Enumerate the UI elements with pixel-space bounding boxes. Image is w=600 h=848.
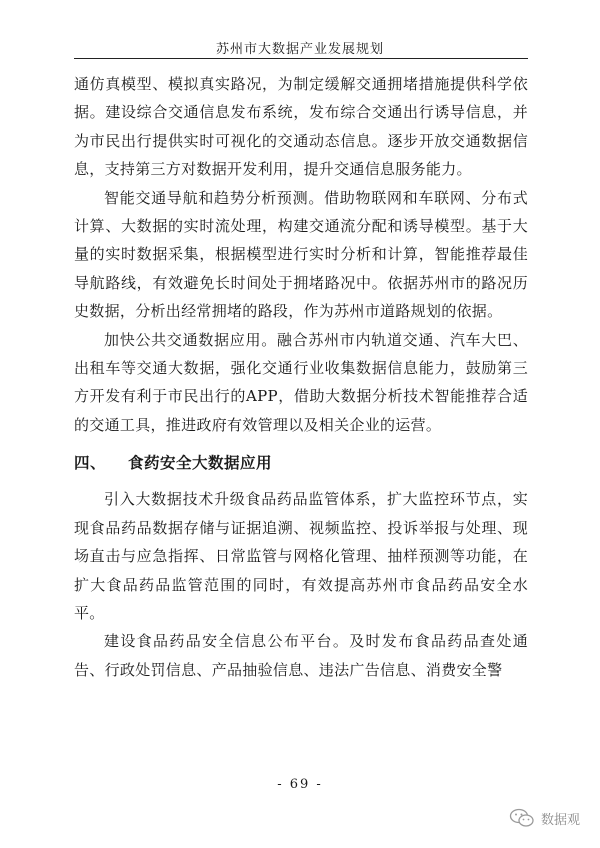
page-number: - 69 - bbox=[277, 777, 323, 792]
paragraph-2: 智能交通导航和趋势分析预测。借助物联网和车联网、分布式计算、大数据的实时流处理，构建交通流分配和诱导模型。基于大量的实时数据采集，根据模型进行实时分析和计算，智能推荐最佳导航路线，有效避免长时间处于拥堵路况中。依据苏州市的路况历史数据，分析出经常拥堵的路段，作为苏州市道路规划的依据。 bbox=[74, 188, 528, 321]
watermark bbox=[509, 808, 580, 828]
watermark-label: 数据观 bbox=[540, 812, 580, 828]
wechat-icon bbox=[509, 808, 535, 828]
section-number: 四、 bbox=[74, 453, 107, 473]
paragraph-4: 引入大数据技术升级食品药品监管体系，扩大监控环节点，实现食品药品数据存储与证据追溯、视频监控、投诉举报与处理、现场直击与应急指挥、日常监管与网格化管理、抽样预测等功能，在扩大食品药品监管范围的同时，有效提高苏州市食品药品安全水平。 bbox=[74, 490, 528, 622]
document-body bbox=[74, 70, 528, 684]
section-heading bbox=[74, 450, 528, 476]
header-rule bbox=[74, 58, 528, 59]
section-title: 食药安全大数据应用 bbox=[128, 453, 273, 473]
paragraph-1: 通仿真模型、模拟真实路况，为制定缓解交通拥堵措施提供科学依据。建设综合交通信息发布系统，发布综合交通出行诱导信息，并为市民出行提供实时可视化的交通动态信息。逐步开放交通数据信息，支持第三方对数据开发利用，提升交通信息服务能力。 bbox=[74, 75, 528, 179]
page-header-title: 苏州市大数据产业发展规划 bbox=[215, 42, 384, 57]
paragraph-3: 加快公共交通数据应用。融合苏州市内轨道交通、汽车大巴、出租车等交通大数据，强化交通行业收集数据信息能力，鼓励第三方开发有利于市民出行的APP，借助大数据分析技术智能推荐合适的交通工具，推进政府有效管理以及相关企业的运营。 bbox=[74, 330, 528, 434]
paragraph-5: 建设食品药品安全信息公布平台。及时发布食品药品查处通告、行政处罚信息、产品抽验信息、违法广告信息、消费安全警 bbox=[74, 632, 528, 679]
